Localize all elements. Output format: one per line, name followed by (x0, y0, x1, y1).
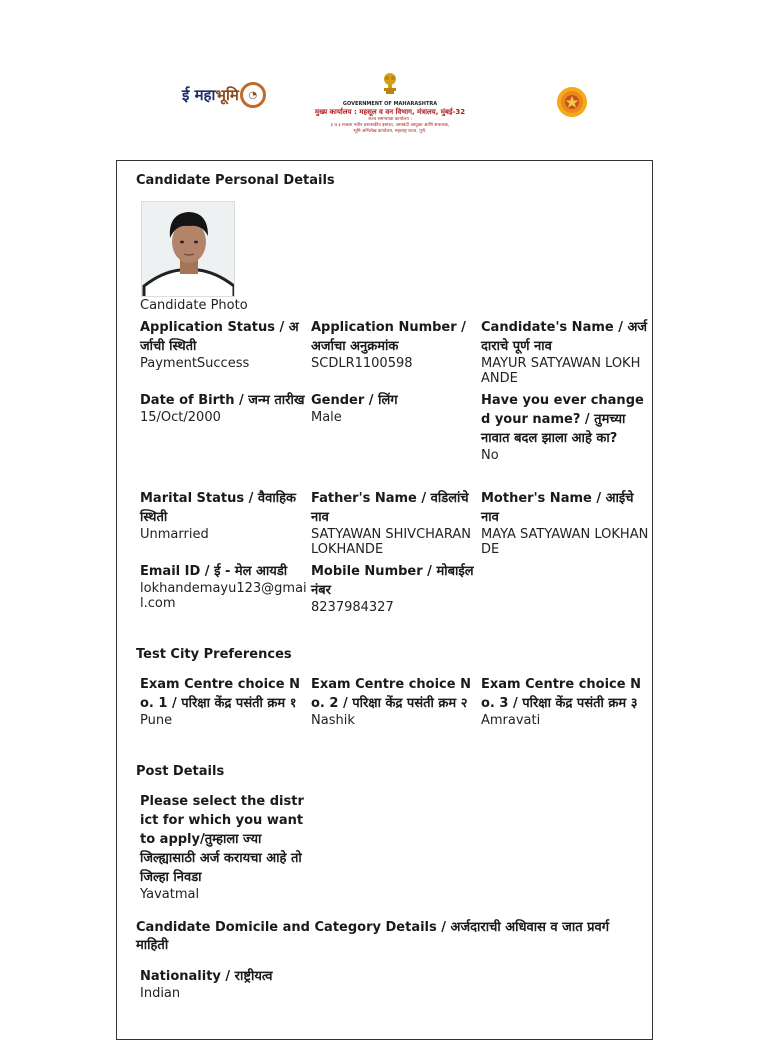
government-letterhead (300, 70, 480, 135)
field-label: Application Status / अर्जाची स्थिती (140, 320, 299, 354)
field-value: Male (311, 410, 342, 425)
sub-line-1: राज्य समन्वयक कार्यालय : (368, 117, 412, 122)
field-label: Candidate's Name / अर्जदाराचे पूर्ण नाव (481, 320, 648, 354)
field-application-number (311, 318, 479, 371)
gov-line: GOVERNMENT OF MAHARASHTRA (342, 101, 438, 107)
office-line: मुख्य कार्यालय : महसूल व वन विभाग, मंत्रालय, मुंबई-32 (314, 108, 466, 116)
field-application-status (140, 318, 308, 371)
field-label: Application Number / अर्जाचा अनुक्रमांक (311, 320, 466, 354)
field-label: Exam Centre choice No. 3 / परिक्षा केंद्र पसंती क्रम ३ (481, 677, 641, 711)
field-value: Nashik (311, 713, 355, 728)
field-email (140, 562, 308, 611)
field-label: Mobile Number / मोबाईल नंबर (311, 564, 474, 598)
field-label: Marital Status / वैवाहिक स्थिती (140, 491, 296, 525)
field-value: 15/Oct/2000 (140, 410, 221, 425)
field-exam-centre-2 (311, 675, 479, 728)
field-label: Email ID / ई - मेल आयडी (140, 564, 288, 579)
field-label: Exam Centre choice No. 2 / परिक्षा केंद्र पसंती क्रम २ (311, 677, 471, 711)
field-gender (311, 391, 479, 425)
field-name-changed (481, 391, 649, 463)
candidate-portrait-icon (142, 202, 235, 297)
field-exam-centre-3 (481, 675, 649, 728)
field-value: SATYAWAN SHIVCHARAN LOKHANDE (311, 527, 471, 557)
field-value: No (481, 448, 499, 463)
section-title-domicile: Candidate Domicile and Category Details / अर्जदाराची अधिवास व जात प्रवर्ग माहिती (136, 920, 610, 953)
field-value: PaymentSuccess (140, 356, 250, 371)
sub-line-2: ३ व ३ मजला नवीन प्रशासकीय इमारत, जमाबंदी आयुक्त आणि संचालक, (330, 123, 450, 128)
field-value: Amravati (481, 713, 541, 728)
logo-ring-icon: ◔ (240, 82, 266, 108)
field-label: Please select the district for which you want to apply/तुम्हाला ज्या जिल्ह्यासाठी अर्ज करायचा आहे तो जिल्हा निवडा (140, 794, 304, 885)
section-title-personal: Candidate Personal Details (136, 173, 335, 188)
field-value: Pune (140, 713, 173, 728)
logo-text: ई महाभूमि (182, 86, 239, 104)
field-date-of-birth (140, 391, 308, 425)
field-label: Have you ever changed your name? / तुमच्या नावात बदल झाला आहे का? (481, 393, 644, 446)
field-father-name (311, 489, 479, 557)
candidate-photo (141, 201, 235, 297)
field-value: Unmarried (140, 527, 209, 542)
field-label: Mother's Name / आईचे नाव (481, 491, 634, 525)
field-label: Date of Birth / जन्म तारीख (140, 393, 305, 408)
field-value: MAYA SATYAWAN LOKHANDE (481, 527, 649, 557)
field-label: Father's Name / वडिलांचे नाव (311, 491, 469, 525)
field-value: 8237984327 (311, 600, 394, 615)
field-label: Gender / लिंग (311, 393, 398, 408)
field-nationality (140, 967, 308, 1001)
sub-line-3: भूमि अभिलेख कार्यालय, महाराष्ट्र राज्य, पुणे. (353, 129, 427, 134)
letterhead (0, 0, 768, 160)
field-value: Indian (140, 986, 181, 1001)
maharashtra-seal-icon (556, 86, 588, 118)
emahabhumi-logo (182, 82, 266, 108)
field-district (140, 792, 308, 902)
field-label: Exam Centre choice No. 1 / परिक्षा केंद्र पसंती क्रम १ (140, 677, 300, 711)
field-mother-name (481, 489, 649, 557)
field-mobile-number (311, 562, 479, 615)
photo-caption: Candidate Photo (140, 298, 248, 313)
field-candidate-name (481, 318, 649, 386)
ashoka-emblem-icon (381, 70, 399, 96)
field-label: Nationality / राष्ट्रीयत्व (140, 969, 273, 984)
field-marital-status (140, 489, 308, 542)
field-value: MAYUR SATYAWAN LOKHANDE (481, 356, 641, 386)
field-value: Yavatmal (140, 887, 200, 902)
section-title-post: Post Details (136, 764, 225, 779)
field-value: lokhandemayu123@gmail.com (140, 581, 307, 611)
field-exam-centre-1 (140, 675, 308, 728)
section-title-test-city: Test City Preferences (136, 647, 292, 662)
field-value: SCDLR1100598 (311, 356, 413, 371)
